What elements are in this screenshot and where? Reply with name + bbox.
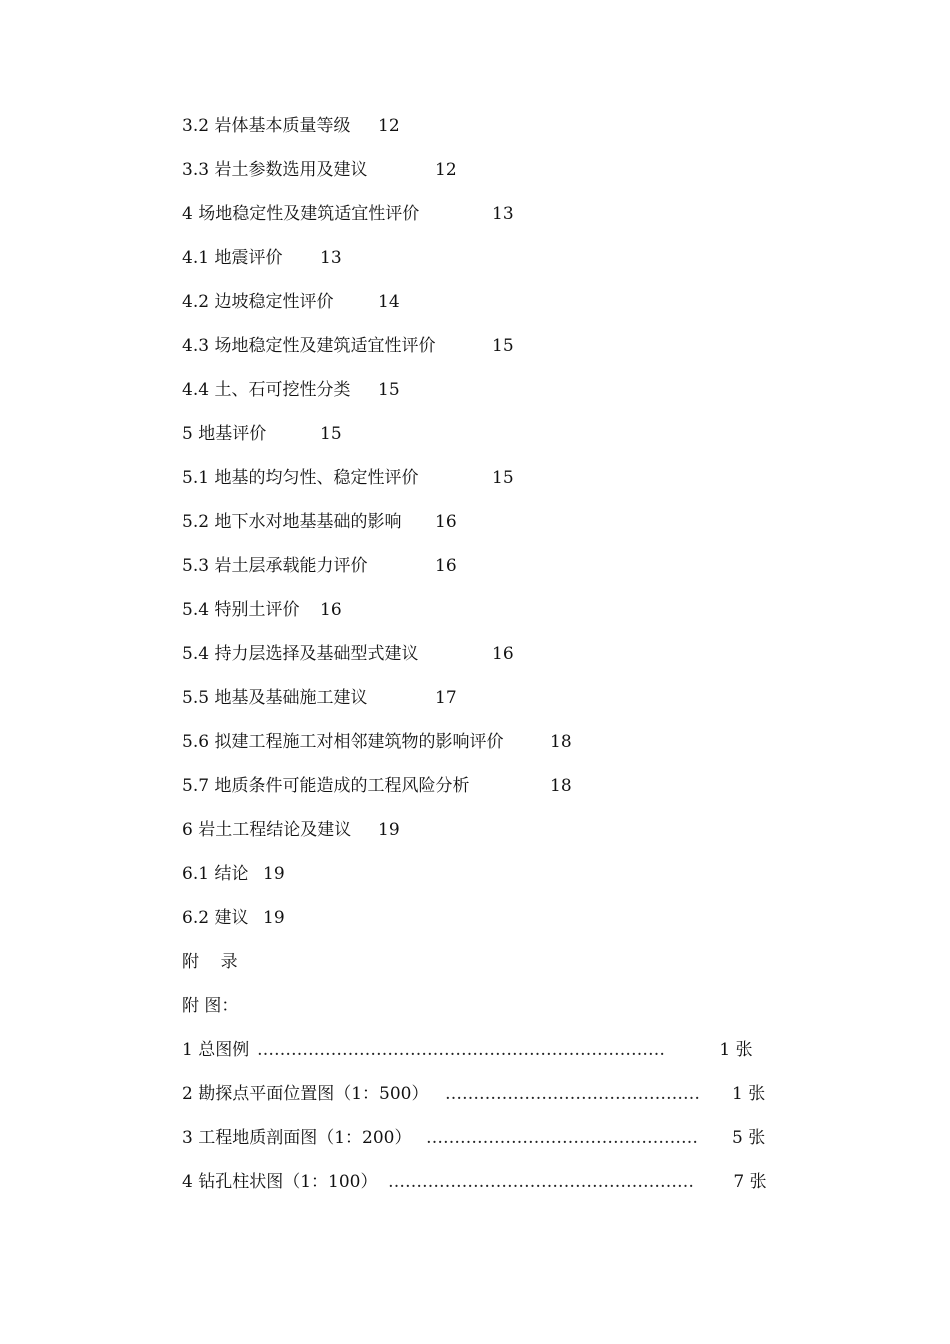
- toc-entry-title: 5.7 地质条件可能造成的工程风险分析: [182, 776, 470, 796]
- toc-entry-page: 17: [435, 688, 457, 708]
- toc-entry-title: 6.2 建议: [182, 908, 249, 928]
- toc-entry-title: 5.2 地下水对地基基础的影响: [182, 512, 402, 532]
- toc-entry-page: 12: [378, 116, 400, 136]
- figure-entry-count: 1 张: [714, 1040, 753, 1060]
- toc-entry-page: 16: [320, 600, 342, 620]
- toc-entry-page: 15: [378, 380, 400, 400]
- figure-entry-title: 3 工程地质剖面图（1：200）: [182, 1128, 412, 1148]
- toc-entry-title: 5.5 地基及基础施工建议: [182, 688, 368, 708]
- toc-entry-title: 4.3 场地稳定性及建筑适宜性评价: [182, 336, 436, 356]
- toc-entry-title: 4.2 边坡稳定性评价: [182, 292, 334, 312]
- figure-entry-title: 2 勘探点平面位置图（1：500）: [182, 1084, 429, 1104]
- toc-entry-title: 6 岩土工程结论及建议: [182, 820, 352, 840]
- figure-entry-leader: …………………………………………: [426, 1128, 698, 1148]
- toc-entry-page: 16: [435, 556, 457, 576]
- toc-entry-title: 4.4 土、石可挖性分类: [182, 380, 351, 400]
- figure-entry-leader: ………………………………………………………………: [257, 1040, 665, 1060]
- toc-entry-title: 3.3 岩土参数选用及建议: [182, 160, 368, 180]
- figures-title-text: 附 图：: [182, 996, 239, 1016]
- toc-entry-page: 14: [378, 292, 400, 312]
- toc-entry-page: 16: [435, 512, 457, 532]
- toc-entry-page: 19: [263, 908, 285, 928]
- toc-entry-page: 15: [320, 424, 342, 444]
- figure-entry-count: 1 张: [732, 1084, 766, 1104]
- figure-entry-title: 4 钻孔柱状图（1：100）: [182, 1172, 378, 1192]
- toc-entry-page: 18: [550, 776, 572, 796]
- appendix-title-text: 附 录: [182, 952, 238, 972]
- figure-entry-title: 1 总图例: [182, 1040, 250, 1060]
- toc-entry-title: 3.2 岩体基本质量等级: [182, 116, 351, 136]
- toc-entry-title: 4.1 地震评价: [182, 248, 283, 268]
- toc-entry-page: 15: [492, 468, 514, 488]
- toc-entry-page: 18: [550, 732, 572, 752]
- figure-entry-count: 5 张: [732, 1128, 766, 1148]
- toc-entry-page: 12: [435, 160, 457, 180]
- toc-entry-title: 4 场地稳定性及建筑适宜性评价: [182, 204, 420, 224]
- figure-entry-leader: ………………………………………: [445, 1084, 700, 1104]
- figure-entry-leader: ………………………………………………: [388, 1172, 694, 1192]
- toc-entry-title: 5.1 地基的均匀性、稳定性评价: [182, 468, 419, 488]
- toc-entry-page: 16: [492, 644, 514, 664]
- toc-entry-title: 6.1 结论: [182, 864, 249, 884]
- toc-entry-title: 5.4 特别土评价: [182, 600, 300, 620]
- toc-entry-page: 15: [492, 336, 514, 356]
- toc-entry-title: 5.4 持力层选择及基础型式建议: [182, 644, 419, 664]
- toc-entry-title: 5 地基评价: [182, 424, 267, 444]
- toc-entry-page: 13: [320, 248, 342, 268]
- toc-entry-title: 5.6 拟建工程施工对相邻建筑物的影响评价: [182, 732, 504, 752]
- toc-entry-title: 5.3 岩土层承载能力评价: [182, 556, 368, 576]
- toc-entry-page: 13: [492, 204, 514, 224]
- toc-entry-page: 19: [263, 864, 285, 884]
- figure-entry-count: 7 张: [728, 1172, 767, 1192]
- toc-entry-page: 19: [378, 820, 400, 840]
